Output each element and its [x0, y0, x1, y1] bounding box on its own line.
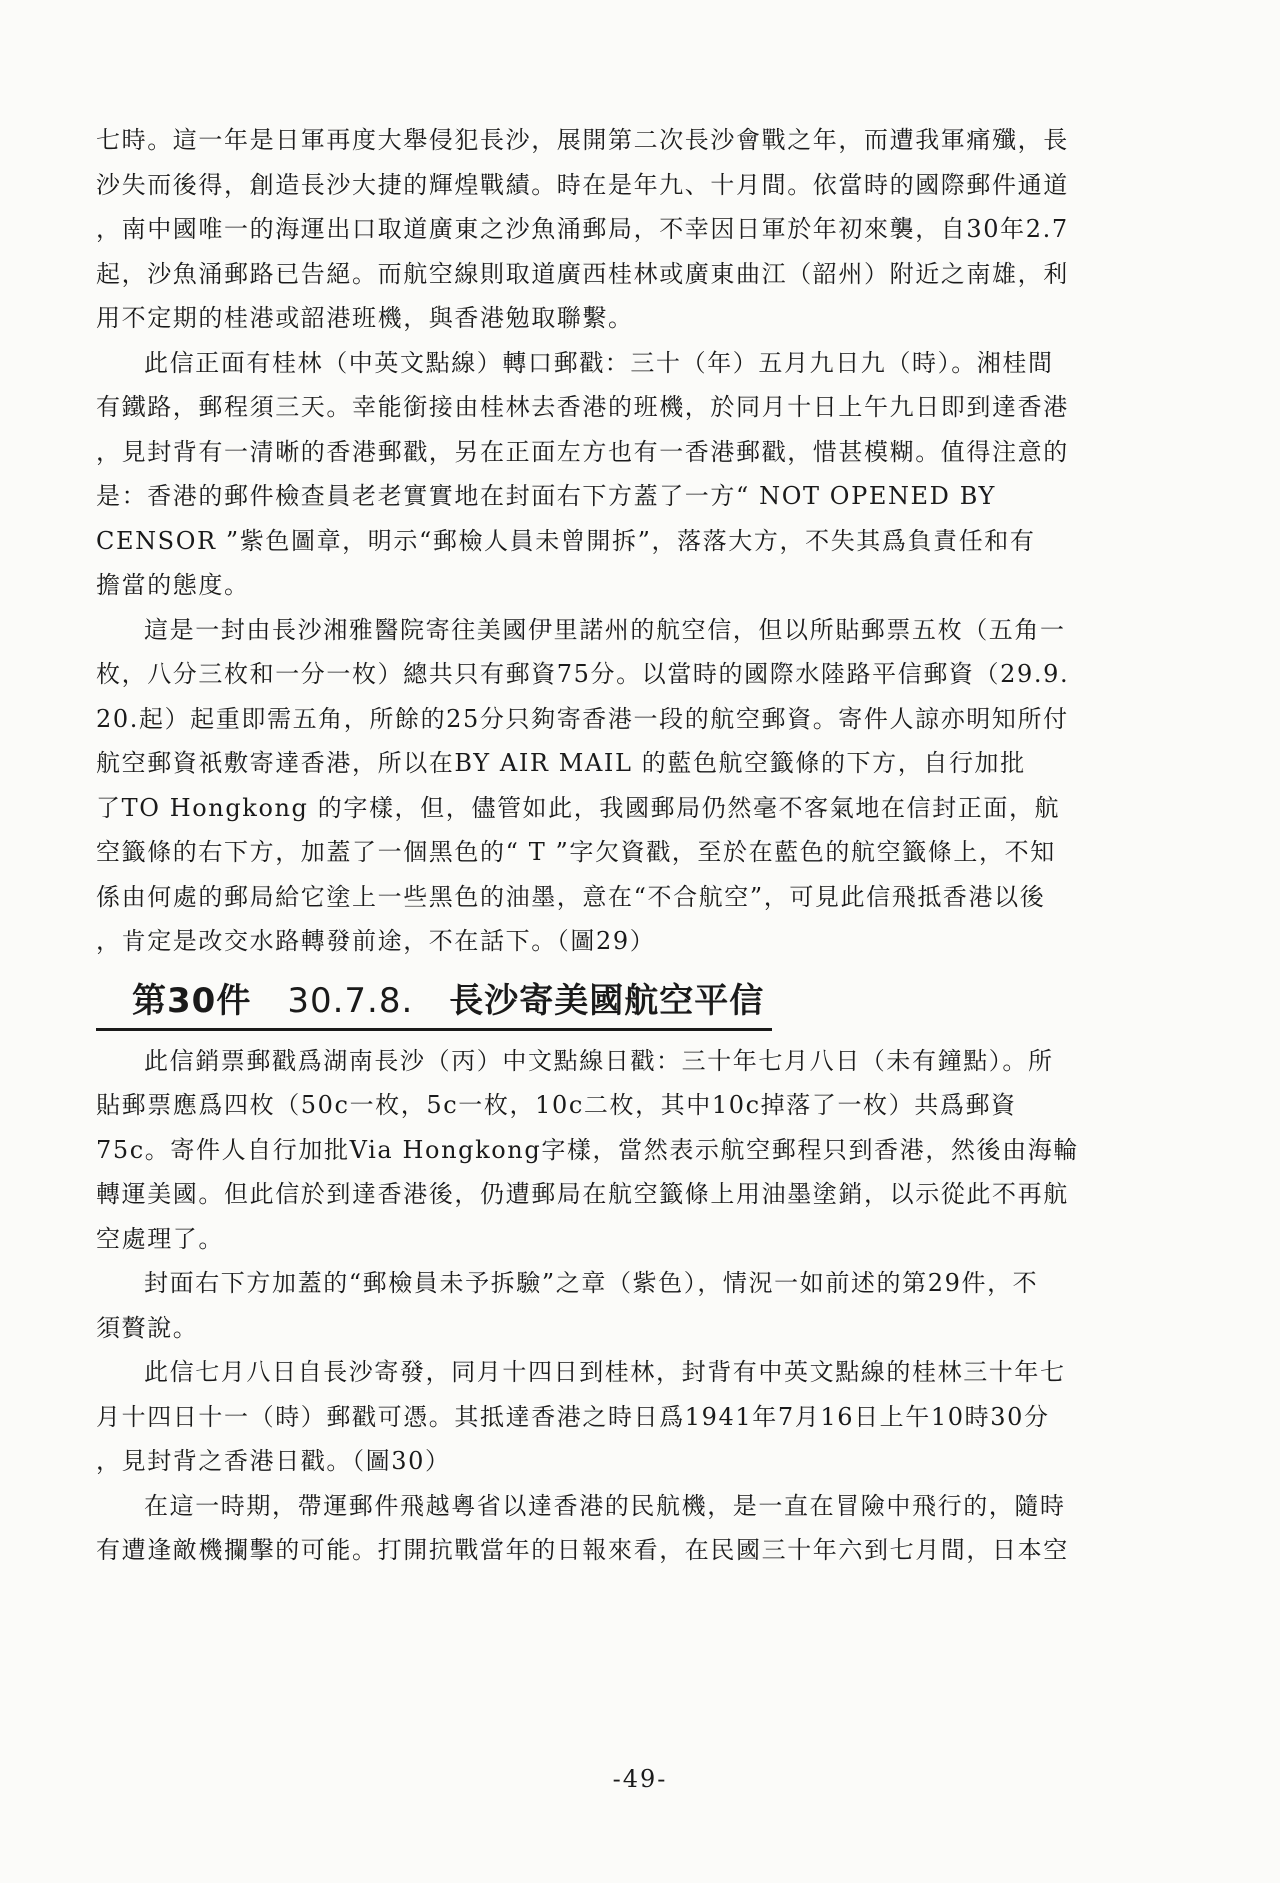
heading-date: 30.7.8. [287, 980, 414, 1021]
text-line: 75c。寄件人自行加批Via Hongkong字樣，當然表示航空郵程只到香港，然後由海輪 [96, 1135, 1079, 1164]
paragraph [96, 1484, 1156, 1573]
text-line: 七時。這一年是日軍再度大舉侵犯長沙，展開第二次長沙會戰之年，而遭我軍痛殲，長 [96, 126, 1069, 154]
paragraph [96, 1039, 1156, 1262]
text-line: 是：香港的郵件檢查員老老實實地在封面右下方蓋了一方“ NOT OPENED BY [96, 482, 997, 510]
text-line: ，見封背之香港日戳。（圖30） [96, 1447, 451, 1475]
text-line: 在這一時期，帶運郵件飛越粵省以達香港的民航機，是一直在冒險中飛行的，隨時 [144, 1491, 1066, 1520]
text-line: 20.起）起重即需五角，所餘的25分只夠寄香港一段的航空郵資。寄件人諒亦明知所付 [96, 704, 1069, 733]
text-line: 此信正面有桂林（中英文點線）轉口郵戳：三十（年）五月九日九（時）。湘桂間 [144, 348, 1054, 377]
text-line: 空處理了。 [96, 1224, 224, 1253]
text-line: 這是一封由長沙湘雅醫院寄往美國伊里諾州的航空信，但以所貼郵票五枚（五角一 [144, 615, 1066, 644]
text-line: 有遭逢敵機攔擊的可能。打開抗戰當年的日報來看，在民國三十年六到七月間，日本空 [96, 1536, 1069, 1564]
section-heading [96, 976, 772, 1031]
text-line: ，肯定是改交水路轉發前途，不在話下。（圖29） [96, 927, 656, 955]
text-line: 封面右下方加蓋的“郵檢員未予拆驗”之章（紫色），情況一如前述的第29件，不 [144, 1269, 1039, 1297]
text-line: 了TO Hongkong 的字樣，但，儘管如此，我國郵局仍然毫不客氣地在信封正面，航 [96, 793, 1061, 822]
document-body [96, 118, 1156, 1573]
text-line: 沙失而後得，創造長沙大捷的輝煌戰績。時在是年九、十月間。依當時的國際郵件通道 [96, 170, 1069, 199]
text-line: ，見封背有一清晰的香港郵戳，另在正面左方也有一香港郵戳，惜甚模糊。值得注意的 [96, 437, 1069, 466]
text-line: 起，沙魚涌郵路已告絕。而航空線則取道廣西桂林或廣東曲江（韶州）附近之南雄，利 [96, 259, 1069, 288]
text-line: 航空郵資祇敷寄達香港，所以在BY AIR MAIL 的藍色航空籤條的下方，自行加批 [96, 749, 1026, 777]
text-line: 係由何處的郵局給它塗上一些黑色的油墨，意在“不合航空”，可見此信飛抵香港以後 [96, 882, 1046, 911]
text-line: 貼郵票應爲四枚（50c一枚，5c一枚，10c二枚，其中10c掉落了一枚）共爲郵資 [96, 1091, 1017, 1119]
text-line: 空籤條的右下方，加蓋了一個黑色的“ T ”字欠資戳，至於在藍色的航空籤條上，不知 [96, 838, 1056, 866]
text-line: 擔當的態度。 [96, 571, 250, 599]
paragraph [96, 1350, 1156, 1484]
page-number: -49- [612, 1765, 668, 1793]
paragraph [96, 1261, 1156, 1350]
text-line: 此信七月八日自長沙寄發，同月十四日到桂林，封背有中英文點線的桂林三十年七 [144, 1358, 1066, 1386]
text-line: 須贅說。 [96, 1313, 199, 1342]
text-line: 月十四日十一（時）郵戳可憑。其抵達香港之時日爲1941年7月16日上午10時30分 [96, 1402, 1050, 1431]
section-bottom [96, 1039, 1156, 1573]
heading-item-number: 第30件 [132, 980, 252, 1021]
section-top [96, 118, 1156, 964]
heading-title: 長沙寄美國航空平信 [449, 980, 765, 1021]
text-line: 此信銷票郵戳爲湖南長沙（丙）中文點線日戳：三十年七月八日（未有鐘點）。所 [144, 1046, 1054, 1075]
paragraph [96, 118, 1156, 341]
paragraph [96, 608, 1156, 964]
text-line: CENSOR ”紫色圖章，明示“郵檢人員未曾開拆”，落落大方，不失其爲負責任和有 [96, 526, 1036, 555]
text-line: ，南中國唯一的海運出口取道廣東之沙魚涌郵局，不幸因日軍於年初來襲，自30年2.7 [96, 215, 1069, 243]
text-line: 枚，八分三枚和一分一枚）總共只有郵資75分。以當時的國際水陸路平信郵資（29.9. [96, 660, 1070, 688]
text-line: 有鐵路，郵程須三天。幸能銜接由桂林去香港的班機，於同月十日上午九日即到達香港 [96, 393, 1069, 421]
paragraph [96, 341, 1156, 608]
text-line: 轉運美國。但此信於到達香港後，仍遭郵局在航空籤條上用油墨塗銷，以示從此不再航 [96, 1180, 1069, 1208]
text-line: 用不定期的桂港或韶港班機，與香港勉取聯繫。 [96, 304, 634, 332]
